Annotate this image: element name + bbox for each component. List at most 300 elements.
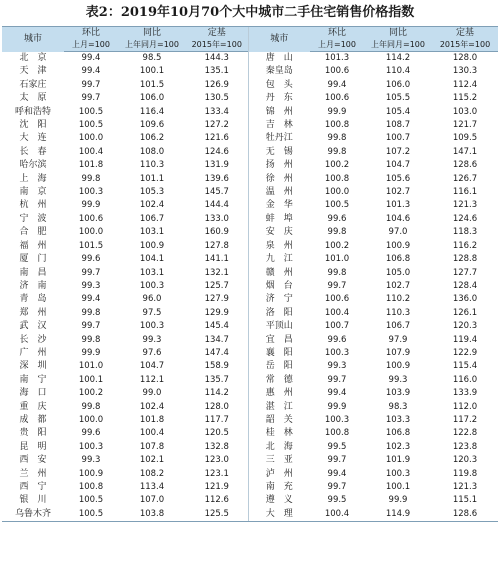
- cell-base-left: 127.9: [204, 294, 229, 305]
- cell-city-right: 吉 林: [248, 119, 310, 132]
- cell-mom-left: 99.8: [81, 307, 101, 318]
- cell-city-left: 福 州: [19, 240, 47, 251]
- cell-city-right: 常 德: [248, 374, 310, 387]
- cell-mom-right: 99.8: [327, 227, 347, 238]
- cell-yoy-right: 101.3: [385, 200, 411, 211]
- cell-mom-left: 100.0: [78, 227, 104, 238]
- cell-city-right: 赣 州: [248, 267, 310, 280]
- cell-base-left: 127.2: [204, 120, 229, 131]
- cell-yoy-right: 110.2: [385, 294, 411, 305]
- table-row: [2, 213, 498, 226]
- header-yoy-left: 同比: [118, 27, 186, 40]
- cell-base-left: 144.3: [204, 53, 229, 63]
- table-row: [2, 240, 498, 253]
- cell-base-left: 135.1: [204, 66, 229, 77]
- cell-mom-left: 101.5: [78, 240, 104, 251]
- cell-mom-right: 99.5: [327, 441, 347, 452]
- cell-yoy-right: 102.3: [385, 441, 411, 452]
- table-row: [2, 334, 498, 347]
- table-row: [2, 468, 498, 481]
- table-row: [2, 401, 498, 414]
- cell-city-left: 长 沙: [19, 334, 47, 345]
- cell-yoy-right: 107.2: [385, 146, 411, 157]
- cell-city-right: 牡丹江: [248, 132, 310, 145]
- cell-city-left: 大 连: [19, 133, 47, 144]
- cell-base-left: 144.4: [204, 200, 229, 211]
- cell-yoy-right: 99.3: [388, 374, 408, 385]
- cell-city-right: 锦 州: [248, 106, 310, 119]
- cell-yoy-left: 103.1: [139, 267, 165, 278]
- cell-mom-left: 99.4: [81, 66, 101, 77]
- cell-base-left: 130.5: [204, 93, 229, 104]
- cell-mom-right: 100.7: [324, 321, 350, 332]
- cell-city-right: 金 华: [248, 199, 310, 212]
- cell-base-left: 133.0: [204, 213, 229, 224]
- cell-mom-right: 100.3: [324, 347, 350, 358]
- cell-mom-right: 99.6: [327, 334, 347, 345]
- cell-city-right: 秦皇岛: [248, 65, 310, 78]
- cell-base-left: 132.1: [204, 267, 229, 278]
- cell-mom-right: 99.8: [327, 267, 347, 278]
- cell-city-left: 南 昌: [19, 267, 47, 278]
- cell-mom-right: 100.0: [324, 187, 350, 198]
- cell-base-left: 133.4: [204, 106, 229, 117]
- cell-base-left: 121.6: [204, 133, 229, 144]
- cell-yoy-left: 102.4: [139, 401, 165, 412]
- cell-base-right: 120.3: [452, 321, 478, 332]
- cell-yoy-right: 100.9: [385, 240, 411, 251]
- cell-base-right: 121.3: [452, 200, 478, 211]
- cell-mom-right: 99.5: [327, 495, 347, 506]
- cell-base-left: 141.1: [204, 254, 229, 265]
- cell-base-right: 119.8: [452, 468, 478, 479]
- cell-base-right: 127.7: [452, 267, 478, 278]
- cell-city-right: 泸 州: [248, 468, 310, 481]
- cell-mom-left: 99.8: [81, 173, 101, 184]
- cell-yoy-left: 100.1: [139, 66, 165, 77]
- cell-city-right: 宜 昌: [248, 334, 310, 347]
- cell-yoy-left: 116.4: [139, 106, 165, 117]
- cell-city-left: 沈 阳: [19, 120, 47, 131]
- cell-mom-right: 100.5: [324, 200, 350, 211]
- cell-yoy-left: 100.3: [139, 321, 165, 332]
- cell-city-left: 呼和浩特: [14, 106, 51, 117]
- cell-city-left: 深 圳: [19, 361, 47, 372]
- cell-yoy-right: 98.3: [388, 401, 408, 412]
- table-row: [2, 387, 498, 400]
- cell-mom-right: 100.6: [324, 294, 350, 305]
- table-row: [2, 414, 498, 427]
- cell-yoy-left: 104.1: [139, 254, 165, 265]
- table-row: [2, 52, 498, 66]
- cell-mom-right: 100.4: [310, 508, 364, 522]
- cell-base-right: 116.1: [452, 187, 478, 198]
- cell-mom-left: 100.0: [78, 133, 104, 144]
- cell-yoy-left: 104.7: [139, 361, 165, 372]
- cell-yoy-left: 107.8: [139, 441, 165, 452]
- cell-mom-left: 99.9: [81, 200, 101, 211]
- cell-yoy-left: 100.3: [139, 280, 165, 291]
- cell-base-left: 114.2: [204, 388, 229, 399]
- table-row: [2, 159, 498, 172]
- cell-base-right: 126.7: [452, 173, 478, 184]
- cell-city-left: 天 津: [19, 66, 47, 77]
- cell-mom-right: 99.8: [327, 146, 347, 157]
- cell-city-left: 厦 门: [19, 254, 47, 265]
- cell-base-left: 123.0: [204, 455, 229, 466]
- cell-yoy-left: 100.9: [139, 240, 165, 251]
- cell-yoy-left: 97.5: [142, 307, 162, 318]
- table-row: [2, 186, 498, 199]
- cell-yoy-right: 105.5: [385, 93, 411, 104]
- table-row: [2, 119, 498, 132]
- cell-base-left: 132.8: [204, 441, 229, 452]
- cell-city-left: 石家庄: [19, 79, 47, 90]
- header-base-sub-right: 2015年=100: [432, 39, 498, 52]
- cell-base-left: 158.9: [204, 361, 229, 372]
- cell-city-right: 北 海: [248, 441, 310, 454]
- cell-base-left: 120.5: [204, 428, 229, 439]
- cell-yoy-left: 113.4: [139, 482, 165, 492]
- cell-city-right: 九 江: [248, 253, 310, 266]
- table-row: [2, 173, 498, 186]
- cell-mom-left: 99.8: [81, 334, 101, 345]
- cell-mom-left: 99.7: [81, 79, 101, 90]
- cell-mom-right: 101.3: [324, 53, 350, 63]
- price-index-table: [2, 26, 498, 522]
- cell-mom-left: 99.7: [81, 321, 101, 332]
- cell-base-right: 130.3: [452, 66, 478, 77]
- cell-city-right: 湛 江: [248, 401, 310, 414]
- cell-yoy-left: 112.1: [139, 374, 165, 385]
- cell-city-right: 烟 台: [248, 280, 310, 293]
- cell-mom-left: 99.8: [81, 401, 101, 412]
- header-mom-right: 环比: [310, 27, 364, 40]
- cell-city-right: 洛 阳: [248, 307, 310, 320]
- table-row: [2, 226, 498, 239]
- cell-base-right: 115.2: [452, 93, 478, 104]
- cell-city-right: 三 亚: [248, 454, 310, 467]
- cell-base-right: 115.4: [452, 361, 478, 372]
- cell-yoy-right: 97.0: [388, 227, 408, 238]
- table-row: [2, 293, 498, 306]
- cell-mom-left: 100.5: [78, 106, 104, 117]
- cell-mom-right: 100.6: [324, 93, 350, 104]
- cell-base-right: 122.8: [452, 428, 478, 439]
- cell-base-right: 124.6: [452, 213, 478, 224]
- cell-city-left: 兰 州: [19, 468, 47, 479]
- cell-city-right: 徐 州: [248, 173, 310, 186]
- cell-mom-right: 99.7: [327, 482, 347, 492]
- cell-yoy-left: 106.2: [139, 133, 165, 144]
- cell-city-right: 岳 阳: [248, 360, 310, 373]
- cell-mom-left: 100.5: [78, 120, 104, 131]
- cell-base-left: 124.6: [204, 146, 229, 157]
- cell-mom-right: 100.8: [324, 428, 350, 439]
- table-row: [2, 454, 498, 467]
- cell-mom-left: 100.5: [78, 495, 104, 506]
- cell-mom-right: 99.7: [327, 455, 347, 466]
- header-yoy-right: 同比: [364, 27, 432, 40]
- cell-yoy-right: 106.8: [385, 254, 411, 265]
- cell-base-left: 125.5: [186, 508, 248, 522]
- cell-city-left: 成 都: [19, 414, 47, 425]
- cell-base-right: 128.0: [452, 53, 478, 63]
- cell-city-left: 上 海: [19, 173, 47, 184]
- cell-mom-left: 100.1: [78, 374, 104, 385]
- cell-base-left: 139.6: [204, 173, 229, 184]
- cell-base-right: 109.5: [452, 133, 478, 144]
- cell-base-right: 118.3: [452, 227, 478, 238]
- cell-base-left: 135.7: [204, 374, 229, 385]
- cell-mom-right: 100.8: [324, 120, 350, 131]
- cell-city-left: 武 汉: [19, 321, 47, 332]
- cell-city-left: 贵 阳: [19, 428, 47, 439]
- table-row: [2, 267, 498, 280]
- cell-city-left: 长 春: [19, 146, 47, 157]
- cell-mom-left: 99.9: [81, 347, 101, 358]
- cell-yoy-right: 103.3: [385, 414, 411, 425]
- cell-city-right: 大 理: [248, 508, 310, 522]
- cell-yoy-right: 106.7: [385, 321, 411, 332]
- cell-base-right: 112.0: [452, 401, 478, 412]
- cell-city-left: 太 原: [19, 93, 47, 104]
- table-row: [2, 481, 498, 494]
- cell-yoy-right: 107.9: [385, 347, 411, 358]
- cell-yoy-left: 99.3: [142, 334, 162, 345]
- cell-yoy-left: 107.0: [139, 495, 165, 506]
- table-row: [2, 253, 498, 266]
- header-row-main: [2, 27, 498, 40]
- table-row: [2, 92, 498, 105]
- cell-city-right: 蚌 埠: [248, 213, 310, 226]
- cell-mom-left: 100.6: [78, 213, 104, 224]
- cell-base-right: 115.1: [452, 495, 478, 506]
- cell-mom-right: 99.4: [327, 388, 347, 399]
- cell-base-left: 125.7: [204, 280, 229, 291]
- cell-base-left: 147.4: [204, 347, 229, 358]
- cell-mom-left: 99.6: [81, 428, 101, 439]
- table-body: [2, 52, 498, 522]
- cell-base-right: 116.0: [452, 374, 478, 385]
- header-yoy-sub-left: 上年同月=100: [118, 39, 186, 52]
- cell-yoy-right: 105.0: [385, 267, 411, 278]
- cell-yoy-right: 110.3: [385, 307, 411, 318]
- cell-yoy-right: 105.6: [385, 173, 411, 184]
- cell-yoy-right: 102.7: [385, 187, 411, 198]
- cell-city-left: 青 岛: [19, 294, 47, 305]
- cell-city-left: 郑 州: [19, 307, 47, 318]
- cell-base-left: 123.1: [204, 468, 229, 479]
- cell-base-left: 127.8: [204, 240, 229, 251]
- table-row: [2, 441, 498, 454]
- cell-base-right: 119.4: [452, 334, 478, 345]
- cell-yoy-left: 108.0: [139, 146, 165, 157]
- cell-base-right: 121.3: [452, 482, 478, 492]
- cell-yoy-right: 101.9: [385, 455, 411, 466]
- cell-city-left: 南 宁: [19, 374, 47, 385]
- cell-city-left: 昆 明: [19, 441, 47, 452]
- cell-mom-left: 101.8: [78, 160, 104, 171]
- cell-city-right: 唐 山: [248, 52, 310, 66]
- cell-base-right: 123.8: [452, 441, 478, 452]
- cell-mom-left: 99.3: [81, 455, 101, 466]
- cell-base-right: 126.1: [452, 307, 478, 318]
- cell-city-right: 扬 州: [248, 159, 310, 172]
- table-row: [2, 280, 498, 293]
- cell-mom-left: 100.3: [78, 187, 104, 198]
- cell-base-right: 122.9: [452, 347, 478, 358]
- cell-base-right: 103.0: [452, 106, 478, 117]
- cell-city-right: 安 庆: [248, 226, 310, 239]
- header-base-right: 定基: [432, 27, 498, 40]
- cell-yoy-left: 100.4: [139, 428, 165, 439]
- table-row: [2, 146, 498, 159]
- cell-mom-right: 100.3: [324, 414, 350, 425]
- cell-mom-left: 99.3: [81, 280, 101, 291]
- cell-city-right: 襄 阳: [248, 347, 310, 360]
- cell-mom-right: 99.3: [327, 361, 347, 372]
- cell-yoy-left: 101.1: [139, 173, 165, 184]
- cell-base-right: 147.1: [452, 146, 478, 157]
- cell-yoy-left: 101.5: [139, 79, 165, 90]
- cell-mom-left: 100.9: [78, 468, 104, 479]
- cell-yoy-left: 97.6: [142, 347, 162, 358]
- cell-yoy-left: 102.4: [139, 200, 165, 211]
- cell-mom-left: 100.0: [78, 414, 104, 425]
- table-row: [2, 106, 498, 119]
- header-base-left: 定基: [186, 27, 248, 40]
- cell-base-right: 117.2: [452, 414, 478, 425]
- cell-yoy-right: 100.3: [385, 468, 411, 479]
- cell-city-right: 惠 州: [248, 387, 310, 400]
- table-row: [2, 347, 498, 360]
- cell-city-right: 平顶山: [248, 320, 310, 333]
- cell-mom-right: 99.9: [327, 401, 347, 412]
- cell-yoy-right: 114.9: [364, 508, 432, 522]
- cell-yoy-left: 101.8: [139, 414, 165, 425]
- cell-mom-right: 99.7: [327, 280, 347, 291]
- cell-yoy-right: 100.9: [385, 361, 411, 372]
- cell-mom-right: 100.2: [324, 240, 350, 251]
- cell-base-right: 112.4: [452, 79, 478, 90]
- cell-mom-right: 100.4: [324, 307, 350, 318]
- cell-city-left: 西 宁: [19, 482, 47, 492]
- cell-city-left: 西 安: [19, 455, 47, 466]
- cell-yoy-right: 114.2: [385, 53, 411, 63]
- cell-city-right: 丹 东: [248, 92, 310, 105]
- cell-yoy-right: 100.7: [385, 133, 411, 144]
- cell-yoy-right: 102.7: [385, 280, 411, 291]
- cell-yoy-right: 104.6: [385, 213, 411, 224]
- cell-base-right: 121.7: [452, 120, 478, 131]
- cell-yoy-left: 108.2: [139, 468, 165, 479]
- cell-base-right: 136.0: [452, 294, 478, 305]
- header-base-sub-left: 2015年=100: [186, 39, 248, 52]
- cell-base-left: 129.9: [204, 307, 229, 318]
- cell-city-left: 海 口: [19, 388, 47, 399]
- table-row: [2, 320, 498, 333]
- cell-base-left: 131.9: [204, 160, 229, 171]
- cell-base-right: 128.4: [452, 280, 478, 291]
- table-row: [2, 427, 498, 440]
- cell-yoy-left: 103.8: [118, 508, 186, 522]
- cell-yoy-left: 109.6: [139, 120, 165, 131]
- cell-mom-right: 99.7: [327, 374, 347, 385]
- cell-city-right: 泉 州: [248, 240, 310, 253]
- table-header: [2, 27, 498, 52]
- cell-yoy-right: 105.4: [385, 106, 411, 117]
- header-mom-left: 环比: [64, 27, 118, 40]
- cell-city-right: 温 州: [248, 186, 310, 199]
- cell-city-right: 包 头: [248, 79, 310, 92]
- cell-yoy-right: 97.9: [388, 334, 408, 345]
- cell-yoy-left: 102.1: [139, 455, 165, 466]
- header-city-right: 城市: [248, 27, 310, 52]
- cell-yoy-left: 96.0: [142, 294, 162, 305]
- cell-yoy-left: 103.1: [139, 227, 165, 238]
- cell-yoy-right: 104.7: [385, 160, 411, 171]
- cell-base-left: 160.9: [204, 227, 229, 238]
- cell-mom-left: 100.3: [78, 441, 104, 452]
- table-row: [2, 374, 498, 387]
- cell-mom-left: 99.6: [81, 254, 101, 265]
- cell-city-right: 无 锡: [248, 146, 310, 159]
- cell-yoy-left: 110.3: [139, 160, 165, 171]
- cell-city-left: 银 川: [19, 495, 47, 506]
- cell-city-left: 合 肥: [19, 227, 47, 238]
- cell-base-right: 120.3: [452, 455, 478, 466]
- cell-yoy-right: 106.0: [385, 79, 411, 90]
- cell-yoy-left: 106.7: [139, 213, 165, 224]
- cell-mom-left: 100.4: [78, 146, 104, 157]
- cell-city-right: 韶 关: [248, 414, 310, 427]
- cell-city-left: 济 南: [19, 280, 47, 291]
- cell-yoy-left: 106.0: [139, 93, 165, 104]
- header-mom-sub-right: 上月=100: [310, 39, 364, 52]
- cell-base-left: 126.9: [204, 79, 229, 90]
- cell-yoy-right: 103.9: [385, 388, 411, 399]
- table-row: [2, 508, 498, 522]
- cell-city-left: 广 州: [19, 347, 47, 358]
- cell-base-right: 116.2: [452, 240, 478, 251]
- cell-yoy-right: 106.8: [385, 428, 411, 439]
- cell-city-left: 北 京: [19, 52, 47, 63]
- cell-yoy-left: 105.3: [139, 187, 165, 198]
- cell-yoy-left: 99.0: [142, 388, 162, 399]
- cell-base-left: 128.0: [204, 401, 229, 412]
- table-row: [2, 65, 498, 78]
- cell-base-right: 128.6: [452, 160, 478, 171]
- cell-mom-right: 99.4: [327, 468, 347, 479]
- cell-city-left: 宁 波: [19, 213, 47, 224]
- cell-city-right: 遵 义: [248, 494, 310, 507]
- cell-yoy-right: 110.4: [385, 66, 411, 77]
- table-row: [2, 494, 498, 507]
- cell-mom-left: 100.8: [78, 482, 104, 492]
- cell-base-left: 112.6: [204, 495, 229, 506]
- header-city-left: 城市: [2, 27, 64, 52]
- cell-mom-right: 100.2: [324, 160, 350, 171]
- table-row: [2, 307, 498, 320]
- cell-mom-left: 101.0: [78, 361, 104, 372]
- cell-city-right: 济 宁: [248, 293, 310, 306]
- header-mom-sub-left: 上月=100: [64, 39, 118, 52]
- cell-city-right: 桂 林: [248, 427, 310, 440]
- table-row: [2, 132, 498, 145]
- header-yoy-sub-right: 上年同月=100: [364, 39, 432, 52]
- cell-base-left: 145.4: [204, 321, 229, 332]
